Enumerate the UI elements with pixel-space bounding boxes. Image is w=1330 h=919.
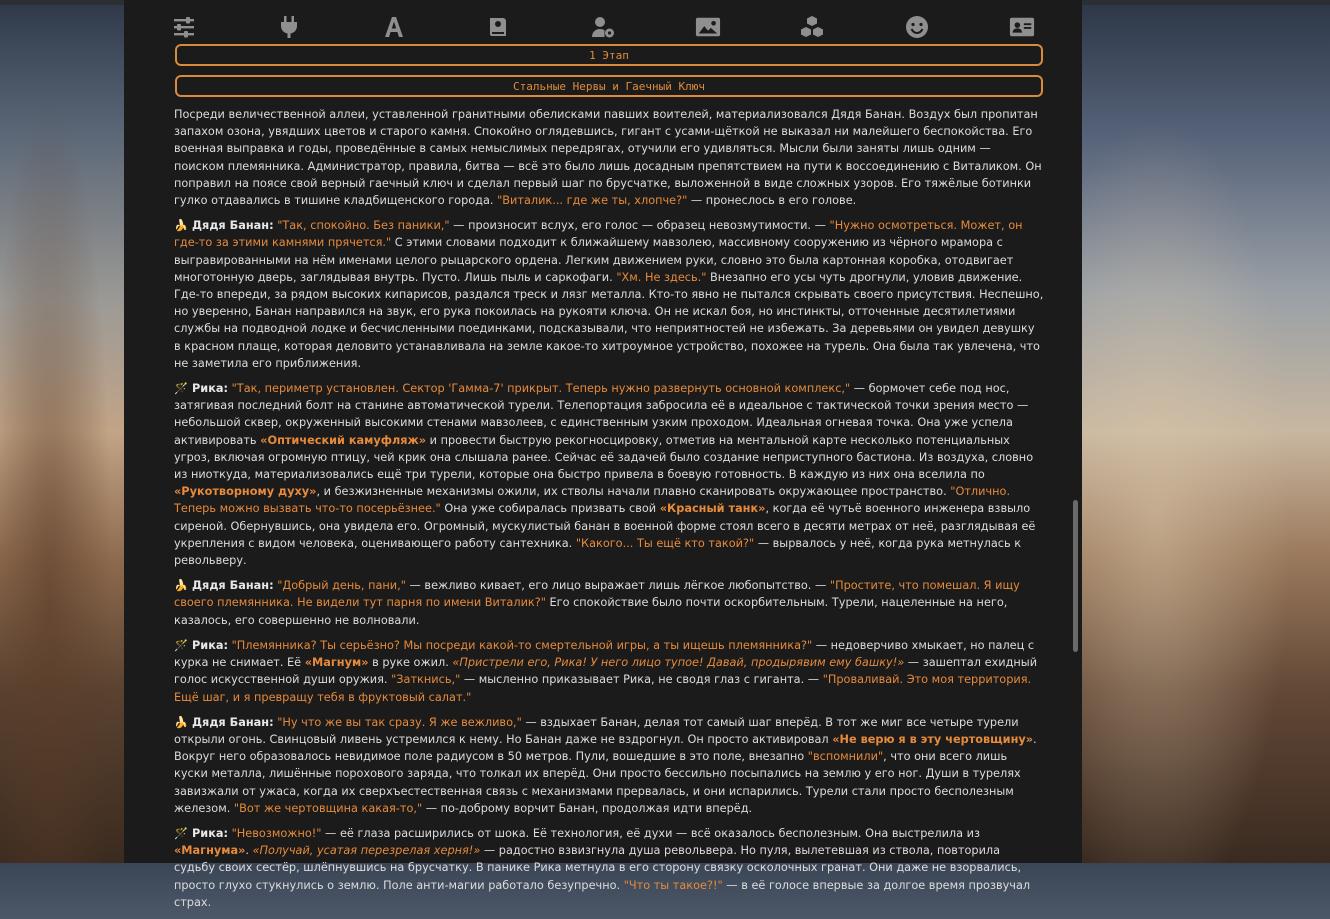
stage-label: 1 Этап [589, 48, 629, 62]
speaker-label: 🪄 Рика: [174, 638, 229, 652]
sliders-icon[interactable] [169, 14, 199, 40]
speaker-label: 🍌 Дядя Банан: [174, 715, 274, 729]
background-scene-left [0, 0, 124, 863]
image-icon[interactable] [693, 14, 723, 40]
story-paragraph: Посреди величественной аллеи, уставленной гранитными обелисками павших воителей, материализовался Дядя Банан. Воздух был пропитан запахом озона, увядших цветов и старого камня. Спокойно оглядевшись, гигант с усами-щёткой не выказал ни малейшего беспокойства. Его военная выправка и годы, проведённые в самых немыслимых передрягах, отучили его удивляться. Мысли были заняты лишь одним — поиском племянника. Администратор, правила, битва — всё это было лишь досадным препятствием на пути к воссоединению с Виталиком. Он поправил на поясе свой верный гаечный ключ и сделал первый шаг по брусчатке, выложенной в виде сложных узоров. Его тяжёлые ботинки гулко отдавались в тишине кладбищенского города. "Виталик... где же ты, хлопче?" — пронеслось в его голове. [174, 108, 1042, 208]
story-paragraph: 🪄 Рика: "Невозможно!" — её глаза расширились от шока. Её технология, её духи — всё оказалось бесполезным. Она выстрелила из «Магнума». «Получай, усатая перезрелая херня!» — радостно взвизгнула душа револьвера. Но пуля, вылетевшая из ствола, повторила судьбу своих сестёр, шлёпнувшись на брусчатку. В панике Рика метнула в его сторону связку осколочных гранат. Они даже не взорвались, просто глухо стукнулись о землю. Поле анти-магии работало безупречно. "Что ты такое?!" — в её голосе впервые за долгое время прозвучал страх. [174, 826, 1031, 909]
story-paragraph: 🍌 Дядя Банан: "Так, спокойно. Без паники," — произносит вслух, его голос — образец невозмутимости. — "Нужно осмотреться. Может, он где-то за этими камнями прячется." С этими словами подходит к ближайшему мавзолею, массивному сооружению из чёрного мрамора с выгравированными на нём именами целого рыцарского ордена. Легким движением руки, словно это была картонная коробка, отодвигает многотонную дверь, заглядывая внутрь. Пусто. Лишь пыль и саркофаги. "Хм. Не здесь." Внезапно его усы чуть дрогнули, уловив движение. Где-то впереди, за рядом высоких кипарисов, раздался треск и лязг металла. Кто-то явно не пытался скрывать своего присутствия. Неспешно, но уверенно, Банан направился на звук, его рука покоилась на рукояти ключа. Он не искал боя, но инстинкты, отточенные десятилетиями службы на подводной лодке и бесчисленными поединками, подсказывали, что неприятностей не избежать. За деревьями он увидел девушку в красном плаще, которая деловито устанавливала на земле какое-то хитроумное устройство, похожее на турель. Она была так увлечена, что не заметила его приближения. [174, 219, 1044, 370]
chapter-title: Стальные Нервы и Гаечный Ключ [512, 79, 706, 93]
story-paragraph: 🍌 Дядя Банан: "Добрый день, пани," — вежливо кивает, его лицо выражает лишь лёгкое любопытство. — "Простите, что помешал. Я ищу своего племянника. Не видели тут парня по имени Виталик?" Его спокойствие было почти оскорбительным. Турели, нацеленные на него, казалось, его совершенно не волновали. [174, 579, 1020, 627]
user-gear-icon[interactable] [588, 14, 618, 40]
story-paragraph: 🍌 Дядя Банан: "Ну что же вы так сразу. Я же вежливо," — вздыхает Банан, делая тот самый шаг вперёд. В тот же миг все четыре турели открыли огонь. Свинцовый ливень устремился к нему. Но Банан даже не вздрогнул. Он просто активировал «Не верю я в эту чертовщину». Вокруг него образовалось невидимое поле радиусом в 50 метров. Пули, вошедшие в это поле, внезапно "вспомнили", что они всего лишь куски металла, лишённые порохового заряда, что толкал их вперёд. Они просто бессильно посыпались на землю у его ног. Души в турелях завизжали от ужаса, когда их сверхъестественная связь с механизмами прервалась, и они испарились. Турели стали просто бесполезным железом. "Вот же чертовщина какая-то," — по-доброму ворчит Банан, продолжая идти вперёд. [174, 715, 1037, 815]
speaker-label: 🪄 Рика: [174, 382, 229, 396]
speaker-label: 🪄 Рика: [174, 826, 229, 840]
top-toolbar [124, 12, 1082, 42]
background-scene-right [1082, 0, 1330, 863]
story-text [174, 106, 1044, 919]
speaker-label: 🍌 Дядя Банан: [174, 579, 274, 593]
plug-icon[interactable] [274, 14, 304, 40]
chapter-banner [175, 75, 1043, 97]
id-card-icon[interactable] [1007, 14, 1037, 40]
book-icon[interactable] [483, 14, 513, 40]
speaker-label: 🍌 Дядя Банан: [174, 219, 274, 233]
story-paragraph: 🪄 Рика: "Племянника? Ты серьёзно? Мы посреди какой-то смертельной игры, а ты ищешь племянника?" — недоверчиво хмыкает, но палец с курка не снимает. Её «Магнум» в руке ожил. «Пристрели его, Рика! У него лицо тупое! Давай, продырявим ему башку!» — зашептал ехидный голос искусственной души оружия. "Заткнись," — мысленно приказывает Рика, не сводя глаз с гиганта. — "Проваливай. Это моя территория. Ещё шаг, и я превращу тебя в фруктовый салат." [174, 638, 1038, 704]
scrollbar-thumb[interactable] [1073, 500, 1078, 652]
cubes-icon[interactable] [797, 14, 827, 40]
stage-banner [175, 44, 1043, 66]
story-paragraph: 🪄 Рика: "Так, периметр установлен. Сектор 'Гамма-7' прикрыт. Теперь нужно развернуть основной комплекс," — бормочет себе под нос, затягивая последний болт на станине автоматической турели. Телепортация забросила её в идеальное с тактической точки зрения место — небольшой сквер, окруженный высокими стенами мавзолеев, с единственным узким проходом. Идеальная огневая точка. Она уже успела активировать «Оптический камуфляж» и провести быструю рекогносцировку, отметив на ментальной карте несколько потенциальных угроз, включая огромную птицу, чей крик она слышала ранее. Сейчас её задачей было создание неприступного бастиона. Из воздуха, словно из ниоткуда, материализовались ещё три турели, которые она быстро привела в боевую готовность. В каждую из них она вселила по «Рукотворному духу», и безжизненные механизмы ожили, их стволы начали плавно сканировать окружающее пространство. "Отлично. Теперь можно вызвать что-то посерьёзнее." Она уже собиралась призвать свой «Красный танк», когда её чутьё военного инженера взвыло сиреной. Обернувшись, она увидела его. Огромный, мускулистый банан в военной форме стоял всего в десяти метрах от неё, разглядывая её укрепления с видом человека, оценивающего работу сантехника. "Какого... Ты ещё кто такой?" — вырвалось у неё, когда рука метнулась к револьверу. [174, 382, 1036, 568]
font-icon[interactable] [379, 14, 409, 40]
smile-icon[interactable] [902, 14, 932, 40]
